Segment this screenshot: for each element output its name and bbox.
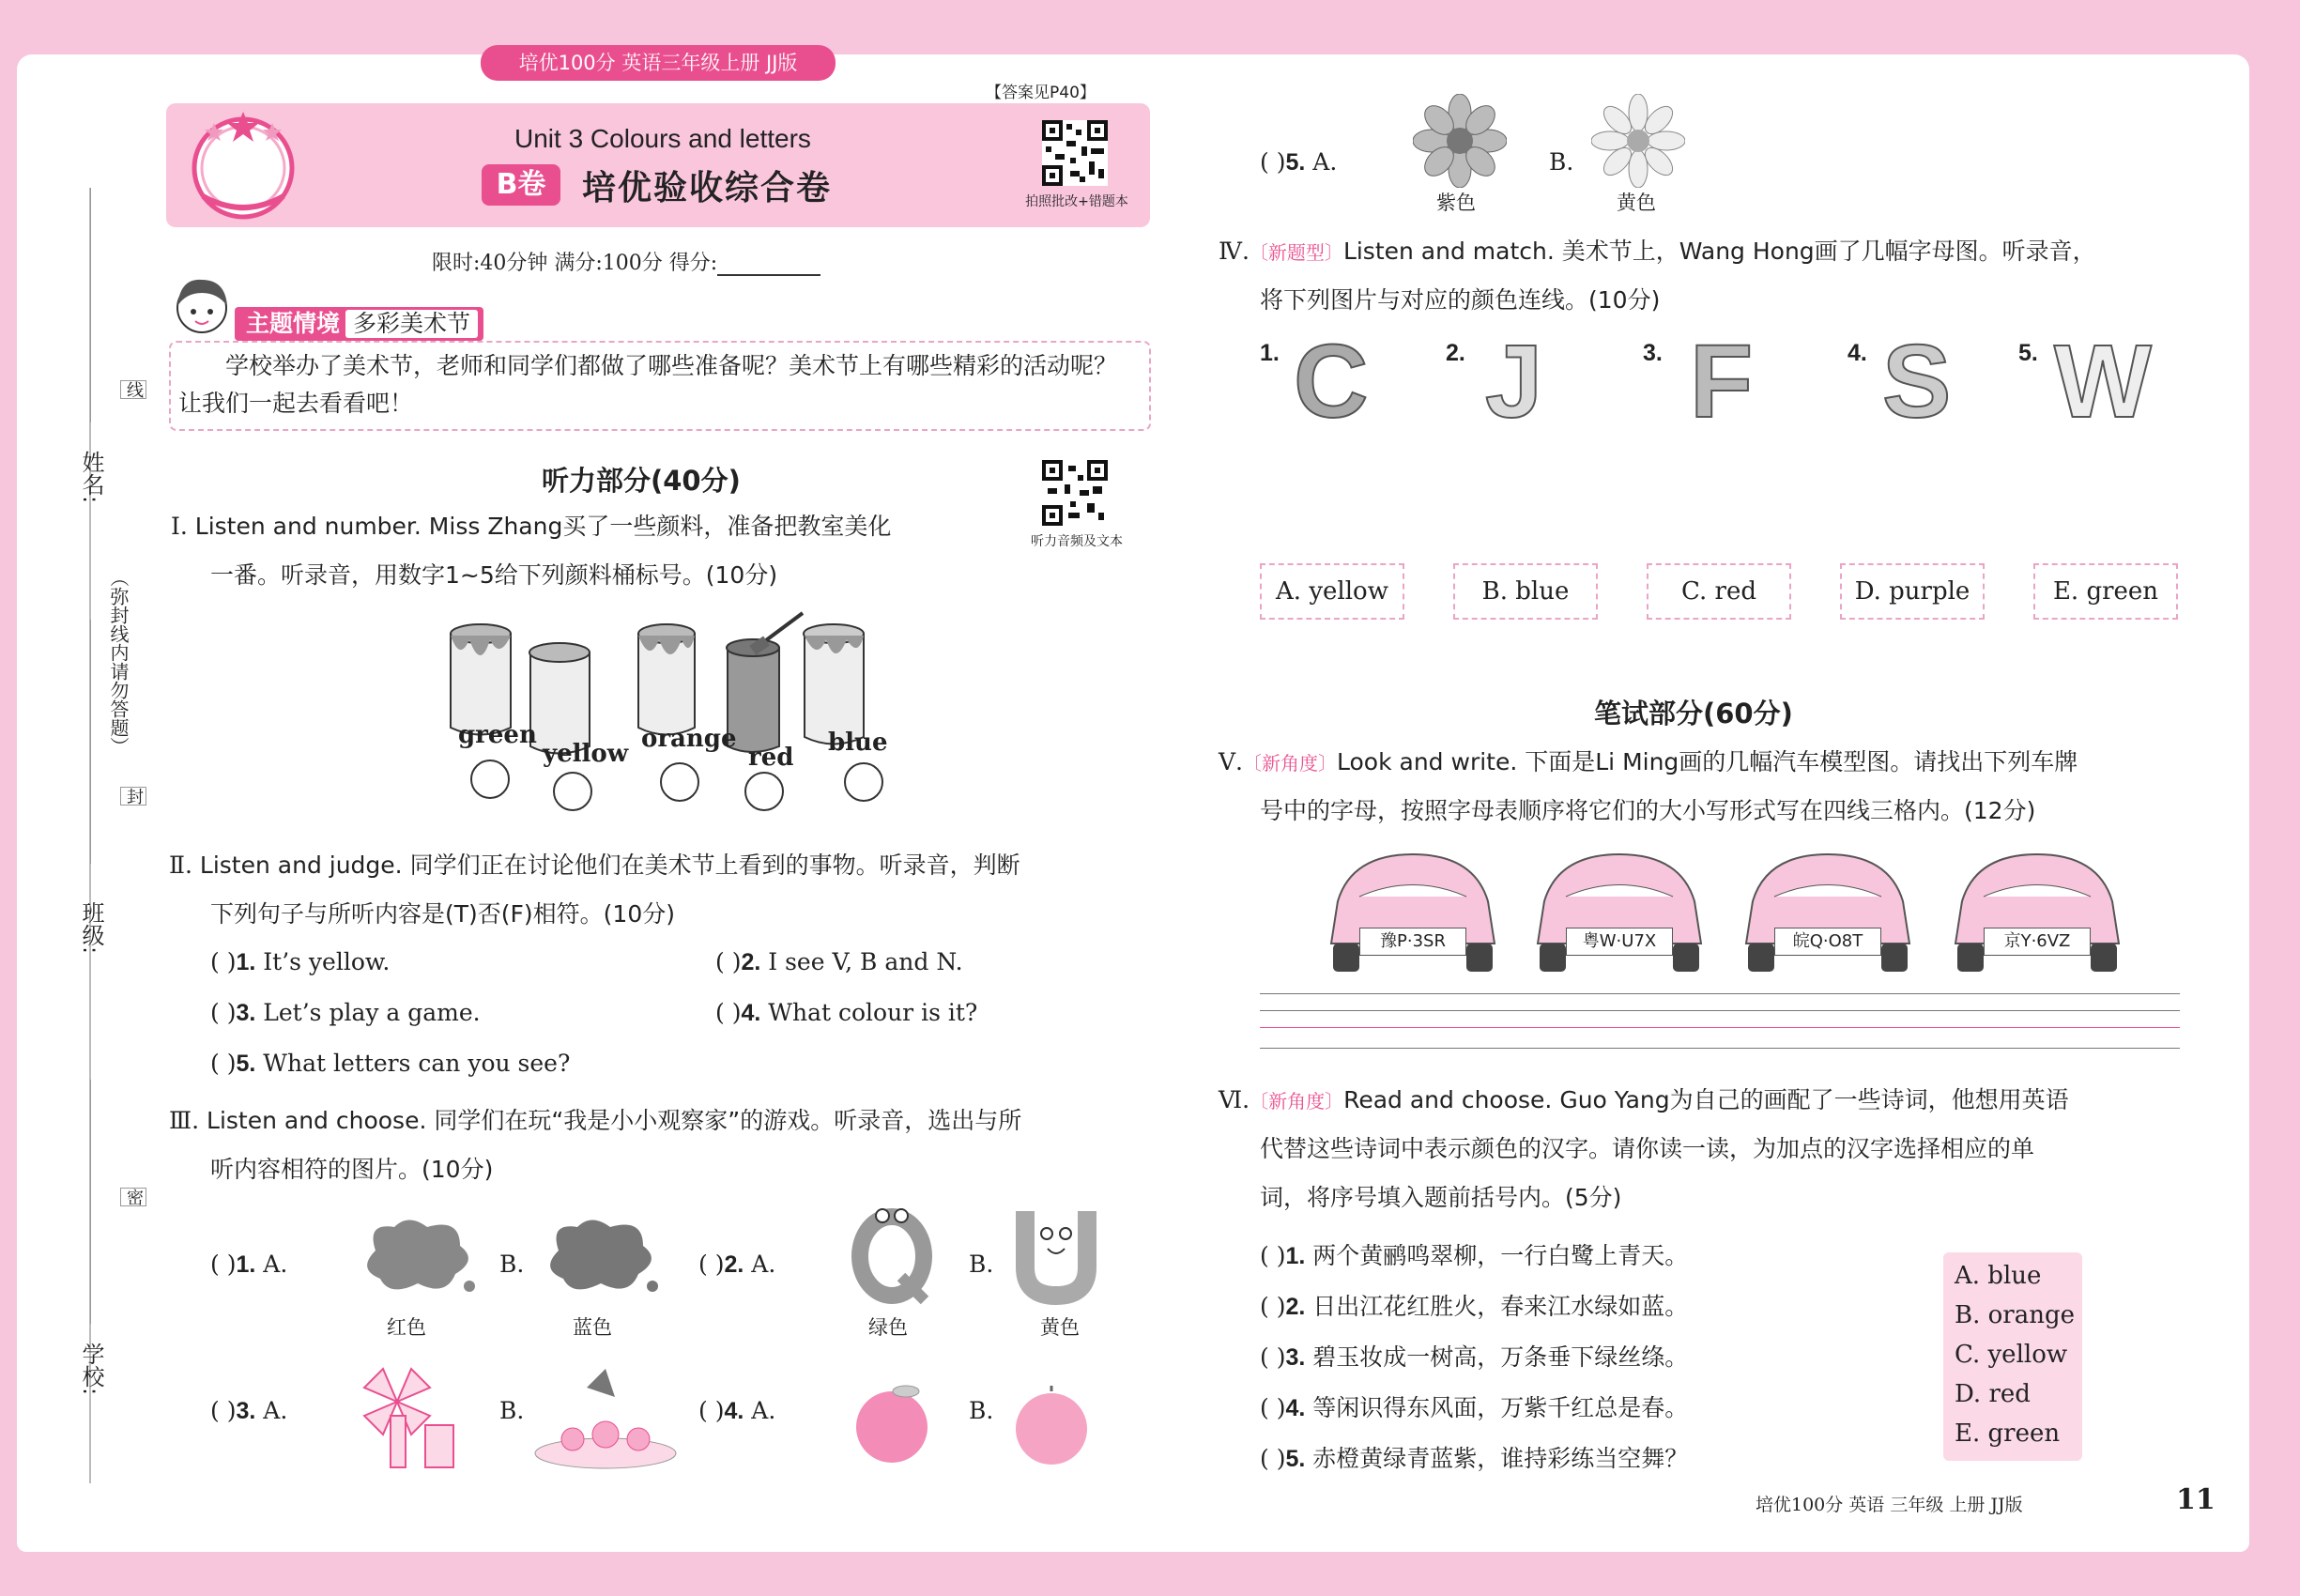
- girl-avatar-icon: [169, 272, 235, 347]
- qr-caption: 拍照批改+错题本: [1025, 194, 1128, 209]
- car-icon: [1739, 845, 1917, 976]
- theme-text: 学校举办了美术节，老师和同学们都做了哪些准备呢？美术节上有哪些精彩的活动呢？让我们一起去看看吧！: [178, 352, 1118, 417]
- section1-instruction: Ⅰ. Listen and number. Miss Zhang买了一些颜料，准备把教室美化: [171, 513, 892, 540]
- letter-s-art[interactable]: S: [1882, 324, 1952, 439]
- section5-instruction-line2: 号中的字母，按照字母表顺序将它们的大小写形式写在四线三格内。(12分): [1260, 797, 2036, 824]
- letter-number: 4.: [1848, 340, 1867, 366]
- paint-can-label: green: [458, 721, 537, 749]
- license-plate: 京Y·6VZ: [1984, 928, 2091, 956]
- section5-instruction: Ⅴ.〔新角度〕Look and write. 下面是Li Ming画的几幅汽车模型图。请找出下列车牌: [1219, 748, 2078, 775]
- license-plate: 豫P·3SR: [1359, 928, 1466, 956]
- poem-item[interactable]: ( )1. 两个黄鹂鸣翠柳，一行白鹭上青天。: [1260, 1242, 1689, 1269]
- theme-tag: 主题情境 多彩美术节: [235, 307, 483, 341]
- word-option: C. yellow: [1955, 1341, 2068, 1369]
- poem-item[interactable]: ( )5. 赤橙黄绿青蓝紫，谁持彩练当空舞？: [1260, 1445, 1689, 1472]
- option-label: B.: [1549, 148, 1574, 176]
- poem-item[interactable]: ( )2. 日出江花红胜火，春来江水绿如蓝。: [1260, 1293, 1689, 1320]
- letter-c-art[interactable]: C: [1294, 324, 1369, 439]
- header-tab: 培优100分 英语三年级上册 JJ版: [481, 45, 836, 81]
- judge-item[interactable]: ( )5. What letters can you see?: [210, 1050, 571, 1077]
- option-label: B.: [499, 1251, 525, 1278]
- flower-icon[interactable]: [1413, 94, 1507, 188]
- word-option: E. green: [1955, 1420, 2061, 1448]
- seal-mark: 封: [120, 787, 146, 806]
- section1-instruction-line2: 一番。听录音，用数字1~5给下列颜料桶标号。(10分): [210, 561, 778, 589]
- color-caption: 蓝色: [573, 1316, 612, 1339]
- word-option: A. blue: [1955, 1262, 2042, 1290]
- footer-text: 培优100分 英语 三年级 上册 JJ版: [1756, 1495, 2023, 1515]
- pink-apple-icon[interactable]: [850, 1380, 934, 1465]
- section3-instruction-line2: 听内容相符的图片。(10分): [210, 1156, 494, 1183]
- paper-version-badge: B卷: [482, 164, 560, 206]
- color-choice-box[interactable]: E. green: [2033, 563, 2178, 620]
- class-label: 班级:: [78, 901, 104, 955]
- writing-section-title: 笔试部分(60分): [1594, 698, 1793, 729]
- paint-can-label: red: [748, 744, 794, 772]
- answer-reference: 【答案见P40】: [986, 84, 1096, 102]
- color-caption: 黄色: [1040, 1316, 1080, 1339]
- choose-item[interactable]: ( )3. A.: [210, 1397, 288, 1424]
- letter-f-art[interactable]: F: [1690, 324, 1754, 439]
- car-icon: [1530, 845, 1709, 976]
- choose-item[interactable]: ( )1. A.: [210, 1251, 288, 1278]
- poem-item[interactable]: ( )4. 等闲识得东风面，万紫千红总是春。: [1260, 1394, 1689, 1421]
- unit-title: Unit 3 Colours and letters: [514, 124, 811, 153]
- name-blank[interactable]: [90, 188, 91, 422]
- car-icon: [1324, 845, 1502, 976]
- seal-note: （弥封线内请勿答题）: [107, 568, 130, 756]
- name-label: 姓名:: [78, 451, 104, 504]
- choose-item[interactable]: ( )5. A.: [1260, 148, 1338, 176]
- audio-qr-code-icon[interactable]: [1042, 460, 1108, 526]
- poem-item[interactable]: ( )3. 碧玉妆成一树高，万条垂下绿丝绦。: [1260, 1343, 1689, 1371]
- paint-splash-icon[interactable]: [357, 1213, 479, 1297]
- color-caption: 紫色: [1436, 192, 1476, 214]
- section3-instruction: Ⅲ. Listen and choose. 同学们在玩“我是小小观察家”的游戏。听录音，选出与所: [169, 1107, 1022, 1134]
- pink-orange-icon[interactable]: [1009, 1382, 1094, 1466]
- section2-instruction-line2: 下列句子与所听内容是(T)否(F)相符。(10分): [210, 900, 675, 928]
- option-label: B.: [969, 1251, 994, 1278]
- option-label: B.: [969, 1397, 994, 1424]
- dense-mark: 密: [120, 1188, 146, 1206]
- section6-instruction-line3: 词，将序号填入题前括号内。(5分): [1260, 1184, 1622, 1211]
- word-option: D. red: [1955, 1380, 2031, 1408]
- publisher-logo-icon: [184, 106, 302, 224]
- exam-info: 限时:40分钟 满分:100分 得分:: [432, 247, 820, 276]
- color-choice-box[interactable]: B. blue: [1453, 563, 1598, 620]
- letter-number: 3.: [1643, 340, 1663, 366]
- paint-can-label: blue: [828, 729, 888, 757]
- paper-title: 培优验收综合卷: [582, 169, 833, 207]
- paint-splash-icon[interactable]: [540, 1213, 662, 1297]
- letter-number: 2.: [1446, 340, 1465, 366]
- paint-can-label: orange: [641, 725, 737, 753]
- letter-j-art[interactable]: J: [1485, 324, 1543, 439]
- judge-item[interactable]: ( )1. It’s yellow.: [210, 948, 391, 975]
- color-caption: 绿色: [868, 1316, 908, 1339]
- section4-instruction: Ⅳ.〔新题型〕Listen and match. 美术节上，Wang Hong画了几幅字母图。听录音，: [1219, 238, 2096, 265]
- windmill-drawing-icon[interactable]: [355, 1359, 477, 1472]
- audio-qr-caption: 听力音频及文本: [1031, 534, 1123, 549]
- letter-u-icon[interactable]: [1014, 1202, 1098, 1305]
- line-mark: 线: [120, 380, 146, 399]
- class-blank[interactable]: [90, 620, 91, 864]
- color-caption: 黄色: [1617, 192, 1656, 214]
- letter-w-art[interactable]: W: [2054, 324, 2152, 439]
- paint-can-label: yellow: [543, 740, 629, 768]
- judge-item[interactable]: ( )3. Let’s play a game.: [210, 999, 481, 1026]
- qr-code-icon[interactable]: [1042, 120, 1108, 186]
- color-caption: 红色: [387, 1316, 426, 1339]
- license-plate: 粤W·U7X: [1566, 928, 1673, 956]
- listening-section-title: 听力部分(40分): [542, 465, 741, 497]
- option-label: B.: [499, 1397, 525, 1424]
- judge-item[interactable]: ( )2. I see V, B and N.: [715, 948, 963, 975]
- judge-item[interactable]: ( )4. What colour is it?: [715, 999, 978, 1026]
- page-number: 11: [2176, 1483, 2216, 1516]
- choose-item[interactable]: ( )2. A.: [698, 1251, 776, 1278]
- section2-instruction: Ⅱ. Listen and judge. 同学们正在讨论他们在美术节上看到的事物。听录音，判断: [169, 852, 1020, 879]
- school-label: 学校:: [78, 1343, 104, 1396]
- word-option: B. orange: [1955, 1301, 2075, 1329]
- school-blank[interactable]: [90, 1080, 91, 1324]
- color-choice-box[interactable]: C. red: [1647, 563, 1791, 620]
- section6-instruction-line2: 代替这些诗词中表示颜色的汉字。请你读一读，为加点的汉字选择相应的单: [1260, 1135, 2035, 1162]
- section6-instruction: Ⅵ.〔新角度〕Read and choose. Guo Yang为自己的画配了一些诗词，他想用英语: [1219, 1086, 2069, 1113]
- car-icon: [1948, 845, 2126, 976]
- letter-number: 5.: [2018, 340, 2038, 366]
- choose-item[interactable]: ( )4. A.: [698, 1397, 776, 1424]
- license-plate: 皖Q·O8T: [1774, 928, 1881, 956]
- flower-icon[interactable]: [1591, 94, 1685, 188]
- color-choice-box[interactable]: A. yellow: [1260, 563, 1404, 620]
- letter-q-icon[interactable]: [850, 1202, 934, 1305]
- section4-instruction-line2: 将下列图片与对应的颜色连线。(10分): [1260, 286, 1661, 314]
- letter-number: 1.: [1260, 340, 1280, 366]
- color-choice-box[interactable]: D. purple: [1840, 563, 1985, 620]
- flower-bed-drawing-icon[interactable]: [530, 1359, 681, 1472]
